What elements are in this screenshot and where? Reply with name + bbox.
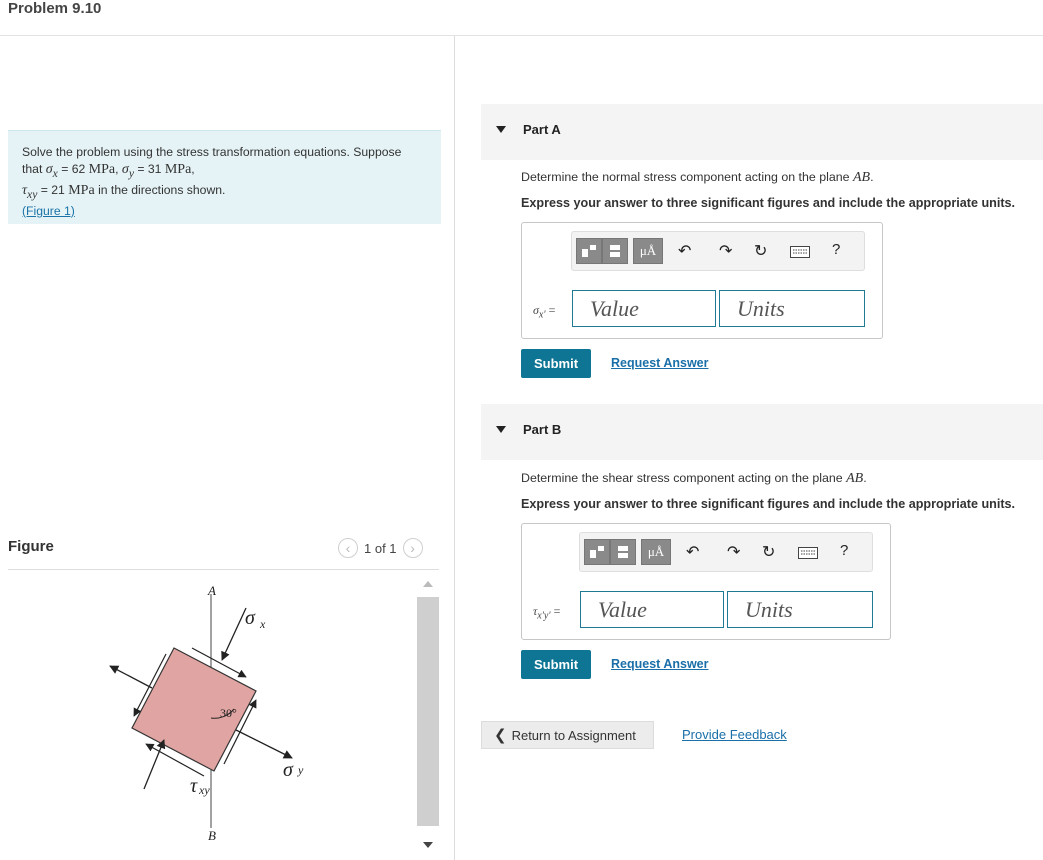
point-a-label: A <box>208 583 216 598</box>
stress-element-figure <box>96 578 336 848</box>
keyboard-icon[interactable] <box>798 546 818 564</box>
point-b-label: B <box>208 828 216 843</box>
prompt-line2: that $\sigma_x = 62$ MPa, $\sigma_y = 31$ MPa, <box>22 162 195 180</box>
tau-sub: xy <box>199 783 210 797</box>
templates-icon[interactable] <box>584 539 636 565</box>
return-label: Return to Assignment <box>511 727 636 743</box>
figure-link[interactable]: (Figure 1) <box>22 203 75 218</box>
redo-icon[interactable]: ↷ <box>719 243 733 260</box>
part-a-toolbar <box>571 231 865 271</box>
part-a-label: Part A <box>523 122 561 137</box>
part-b-instruction: Express your answer to three significant figures and include the appropriate units. <box>521 497 1016 511</box>
sigma-x-arrow-bottom <box>144 740 164 789</box>
problem-title: Problem 9.10 <box>8 0 102 17</box>
stress-element <box>132 648 256 771</box>
prompt-line1: Solve the problem using the stress transformation equations. Suppose <box>22 145 402 159</box>
part-a-eq-label: $\sigma_{x'}$ = <box>533 303 556 321</box>
part-a-answer-box <box>521 222 883 339</box>
part-a-question: Determine the normal stress component acting on the plane AB. <box>521 170 874 185</box>
part-a-header[interactable] <box>481 104 1043 160</box>
part-b-question: Determine the shear stress component acting on the plane AB. <box>521 471 867 486</box>
figure-divider <box>8 569 439 570</box>
chevron-right-icon[interactable]: › <box>403 538 423 558</box>
part-b-eq-label: $\tau_{x'y'}$ = <box>533 604 561 622</box>
units-icon[interactable]: μÅ <box>633 238 663 264</box>
figure-label: Figure <box>8 538 54 555</box>
sigma-x-sub: x <box>260 617 266 631</box>
part-a-value-input[interactable]: Value <box>572 290 716 327</box>
provide-feedback-link[interactable]: Provide Feedback <box>682 727 787 742</box>
part-a-instruction: Express your answer to three significant figures and include the appropriate units. <box>521 196 1016 210</box>
part-a-units-input[interactable]: Units <box>719 290 865 327</box>
part-b-answer-box <box>521 523 891 640</box>
return-to-assignment-button[interactable] <box>481 721 654 749</box>
collapse-triangle-icon <box>496 426 506 433</box>
sigma-x-label: σ <box>245 607 255 629</box>
scroll-up-icon <box>423 581 433 587</box>
sigma-y-arrow-left <box>110 666 152 688</box>
collapse-triangle-icon <box>496 126 506 133</box>
pane-divider <box>454 36 455 860</box>
units-icon[interactable]: μÅ <box>641 539 671 565</box>
part-b-submit-button[interactable]: Submit <box>521 650 591 679</box>
chevron-left-icon[interactable]: ‹ <box>338 538 358 558</box>
part-b-toolbar <box>579 532 873 572</box>
part-b-label: Part B <box>523 422 562 437</box>
sigma-x-arrow-top <box>222 608 246 660</box>
part-b-request-answer-link[interactable]: Request Answer <box>611 657 709 671</box>
header-divider <box>0 35 1043 36</box>
part-b-header[interactable] <box>481 404 1043 460</box>
figure-pager-text: 1 of 1 <box>364 540 397 556</box>
sigma-y-sub: y <box>298 763 304 777</box>
help-icon[interactable]: ? <box>832 241 841 258</box>
help-icon[interactable]: ? <box>840 542 849 559</box>
figure-pager <box>338 538 423 558</box>
part-b-value-input[interactable]: Value <box>580 591 724 628</box>
undo-icon[interactable]: ↶ <box>686 544 700 561</box>
chevron-left-icon: ❮ <box>494 727 507 744</box>
angle-label: 30° <box>220 706 237 720</box>
undo-icon[interactable]: ↶ <box>678 243 692 260</box>
reset-icon[interactable]: ↻ <box>762 544 776 561</box>
prompt-line3: $\tau_{xy} = 21$ MPa in the directions shown. <box>22 182 226 201</box>
templates-icon[interactable] <box>576 238 628 264</box>
tau-label: τ <box>190 775 198 797</box>
problem-statement <box>8 130 441 224</box>
sigma-y-label: σ <box>283 759 293 781</box>
reset-icon[interactable]: ↻ <box>754 243 768 260</box>
figure-scrollbar[interactable] <box>417 576 439 860</box>
redo-icon[interactable]: ↷ <box>727 544 741 561</box>
part-a-submit-button[interactable]: Submit <box>521 349 591 378</box>
keyboard-icon[interactable] <box>790 245 810 263</box>
scroll-down-icon <box>423 842 433 848</box>
part-b-units-input[interactable]: Units <box>727 591 873 628</box>
part-a-request-answer-link[interactable]: Request Answer <box>611 356 709 370</box>
sigma-y-arrow-right <box>236 730 292 758</box>
